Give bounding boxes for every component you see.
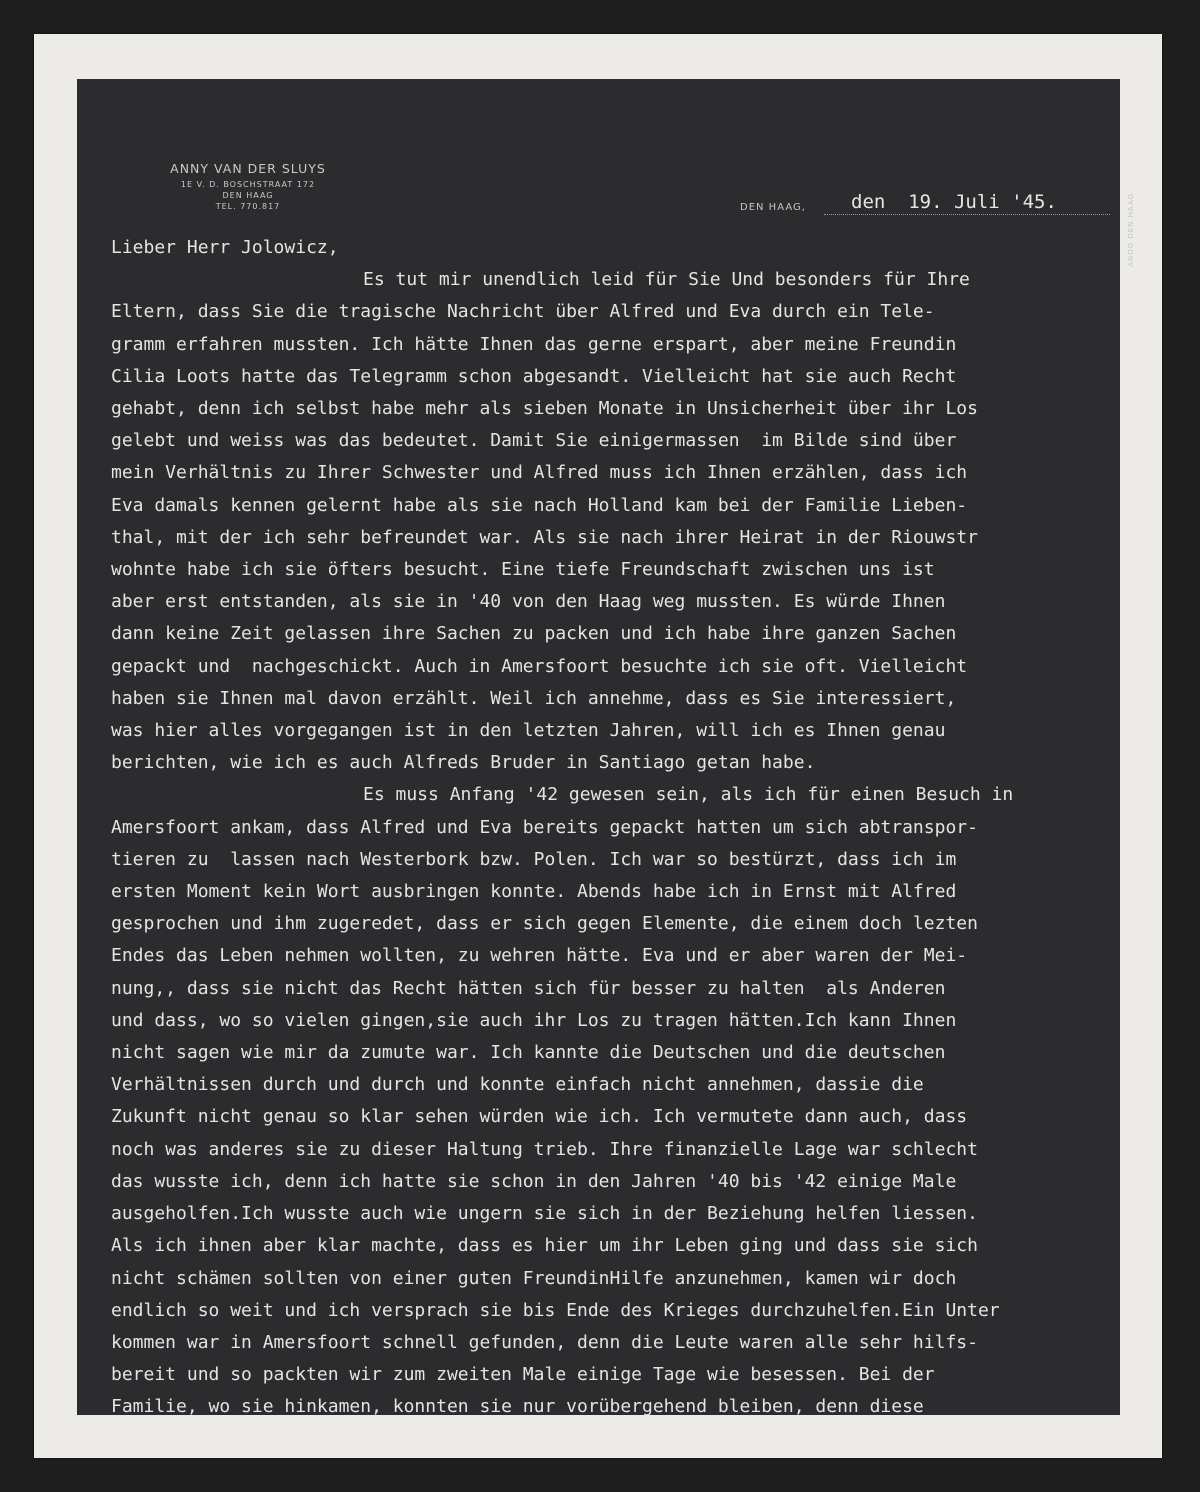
letterhead [150, 161, 346, 212]
text-line: tieren zu lassen nach Westerbork bzw. Polen. Ich war so bestürzt, dass ich im [111, 848, 957, 870]
text-line: haben sie Ihnen mal davon erzählt. Weil ich annehme, dass es Sie interessiert, [111, 687, 957, 709]
text-line: dann keine Zeit gelassen ihre Sachen zu packen und ich habe ihre ganzen Sachen [111, 623, 957, 645]
text-line: thal, mit der ich sehr befreundet war. Als sie nach ihrer Heirat in der Riouwstr [111, 526, 978, 548]
text-line: Familie, wo sie hinkamen, konnten sie nur vorübergehend bleiben, denn diese [111, 1396, 924, 1418]
text-line: noch was anderes sie zu dieser Haltung trieb. Ihre finanzielle Lage war schlecht [111, 1138, 978, 1160]
text-line: gramm erfahren mussten. Ich hätte Ihnen das gerne erspart, aber meine Freundin [111, 333, 957, 355]
text-line: was hier alles vorgegangen ist in den letzten Jahren, will ich es Ihnen genau [111, 720, 946, 742]
text-line: Verhältnissen durch und durch und konnte einfach nicht annehmen, dassie die [111, 1074, 924, 1096]
letter-lines [111, 264, 1121, 1423]
text-line: gepackt und nachgeschickt. Auch in Amersfoort besuchte ich sie oft. Vielleicht [111, 655, 968, 677]
text-line: gelebt und weiss was das bedeutet. Damit Sie einigermassen im Bilde sind über [111, 430, 957, 452]
letter-page [77, 79, 1135, 1418]
text-line: wohnte habe ich sie öfters besucht. Eine tiefe Freundschaft zwischen uns ist [111, 559, 935, 581]
text-line: und dass, wo so vielen gingen,sie auch ihr Los zu tragen hätten.Ich kann Ihnen [111, 1009, 957, 1031]
text-line: ausgeholfen.Ich wusste auch wie ungern sie sich in der Beziehung helfen liessen. [111, 1203, 978, 1225]
letterhead-phone: TEL. 770.817 [215, 202, 281, 211]
text-line: Es tut mir unendlich leid für Sie Und besonders für Ihre [363, 269, 970, 291]
letterhead-name: ANNY VAN DER SLUYS [170, 161, 326, 176]
text-line: aber erst entstanden, als sie in '40 von den Haag weg mussten. Es würde Ihnen [111, 591, 946, 613]
text-line: ersten Moment kein Wort ausbringen konnte. Abends habe ich in Ernst mit Alfred [111, 881, 957, 903]
text-line: Zukunft nicht genau so klar sehen würden wie ich. Ich vermutete dann auch, dass [111, 1106, 968, 1128]
text-line: Endes das Leben nehmen wollten, zu wehren hätte. Eva und er aber waren der Mei- [111, 945, 968, 967]
dateline-place: DEN HAAG, [740, 202, 806, 213]
dateline-dotted-rule [824, 214, 1110, 215]
side-imprint: ANDO DEN HAAG [1127, 193, 1135, 267]
text-line: Es muss Anfang '42 gewesen sein, als ich für einen Besuch in [363, 784, 1014, 806]
text-line: das wusste ich, denn ich hatte sie schon in den Jahren '40 bis '42 einige Male [111, 1170, 957, 1192]
text-line: nicht schämen sollten von einer guten FreundinHilfe anzunehmen, kamen wir doch [111, 1267, 957, 1289]
text-line: gesprochen und ihm zugeredet, dass er sich gegen Elemente, die einem doch lezten [111, 913, 978, 935]
text-line: Cilia Loots hatte das Telegramm schon abgesandt. Vielleicht hat sie auch Recht [111, 365, 957, 387]
letterhead-address: 1E V. D. BOSCHSTRAAT 172 [180, 180, 316, 189]
text-line: Amersfoort ankam, dass Alfred und Eva bereits gepackt hatten um sich abtranspor- [111, 816, 978, 838]
text-line: Als ich ihnen aber klar machte, dass es hier um ihr Leben ging und dass sie sich [111, 1235, 978, 1257]
text-line: endlich so weit und ich versprach sie bis Ende des Krieges durchzuhelfen.Ein Unter [111, 1299, 1000, 1321]
mount-board [34, 34, 1162, 1458]
text-line: mein Verhältnis zu Ihrer Schwester und Alfred muss ich Ihnen erzählen, dass ich [111, 462, 968, 484]
text-line: berichten, wie ich es auch Alfreds Bruder in Santiago getan habe. [111, 752, 816, 774]
dateline [740, 191, 1110, 221]
text-line: Eltern, dass Sie die tragische Nachricht über Alfred und Eva durch ein Tele- [111, 301, 935, 323]
text-line: Eva damals kennen gelernt habe als sie nach Holland kam bei der Familie Lieben- [111, 494, 968, 516]
text-line: nicht sagen wie mir da zumute war. Ich kannte die Deutschen und die deutschen [111, 1042, 946, 1064]
letterhead-city: DEN HAAG [222, 191, 274, 200]
text-line: kommen war in Amersfoort schnell gefunden, denn die Leute waren alle sehr hilfs- [111, 1331, 978, 1353]
salutation: Lieber Herr Jolowicz, [111, 237, 339, 258]
letter-date: den 19. Juli '45. [851, 191, 1057, 213]
letter-body [111, 232, 1121, 1424]
text-line: bereit und so packten wir zum zweiten Male einige Tage wie besessen. Bei der [111, 1364, 935, 1386]
text-line: gehabt, denn ich selbst habe mehr als sieben Monate in Unsicherheit über ihr Los [111, 398, 978, 420]
text-line: nung,, dass sie nicht das Recht hätten sich für besser zu halten als Anderen [111, 977, 946, 999]
